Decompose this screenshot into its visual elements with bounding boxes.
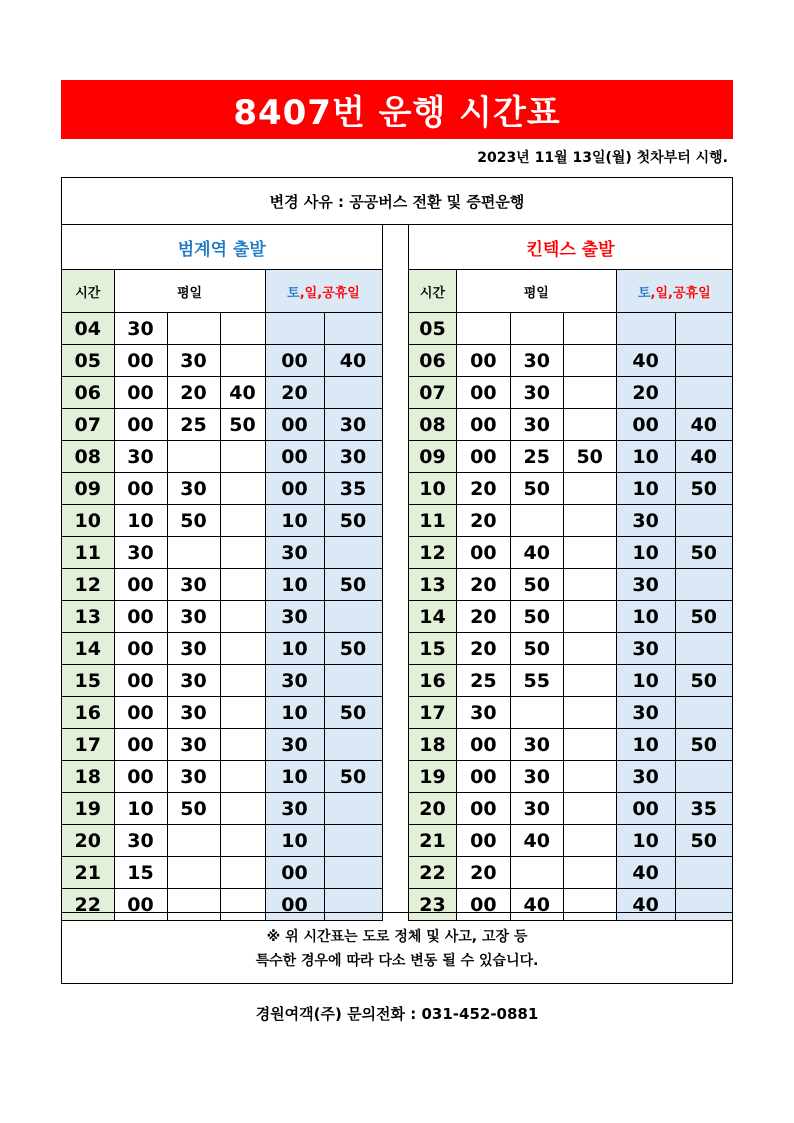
weekend-minute-cell: 30 (616, 761, 675, 793)
weekend-minute-cell (675, 697, 732, 729)
weekend-minute-cell (675, 761, 732, 793)
weekend-minute-cell: 00 (265, 889, 324, 921)
hour-cell: 22 (62, 889, 114, 921)
weekday-minute-cell: 20 (456, 569, 510, 601)
timetable-row (409, 665, 733, 697)
hour-cell: 05 (62, 345, 114, 377)
weekday-minute-cell (563, 505, 616, 537)
hour-cell: 11 (62, 537, 114, 569)
weekday-minute-cell: 20 (456, 505, 510, 537)
weekday-minute-cell: 00 (114, 569, 167, 601)
weekday-minute-cell: 20 (456, 601, 510, 633)
weekday-minute-cell: 00 (456, 441, 510, 473)
timetable-row (62, 729, 382, 761)
weekend-minute-cell: 30 (265, 793, 324, 825)
hour-cell: 20 (62, 825, 114, 857)
weekday-minute-cell: 00 (456, 761, 510, 793)
timetable-row (62, 857, 382, 889)
weekday-minute-cell (167, 313, 220, 345)
timetable-row (62, 537, 382, 569)
hour-cell: 12 (409, 537, 457, 569)
timetable-row (62, 697, 382, 729)
weekday-minute-cell (220, 441, 265, 473)
weekday-minute-cell: 30 (167, 473, 220, 505)
weekend-minute-cell (324, 377, 382, 409)
weekend-minute-cell (324, 729, 382, 761)
weekend-minute-cell: 10 (616, 825, 675, 857)
weekday-minute-cell: 00 (114, 601, 167, 633)
weekday-minute-cell (456, 313, 510, 345)
timetable-row (62, 665, 382, 697)
hour-column-header: 시간 (409, 270, 457, 313)
weekday-minute-cell: 00 (456, 345, 510, 377)
weekend-minute-cell: 10 (616, 441, 675, 473)
hour-cell: 20 (409, 793, 457, 825)
weekday-minute-cell: 30 (456, 697, 510, 729)
hour-cell: 15 (62, 665, 114, 697)
section-title-kintex: 킨텍스 출발 (409, 225, 733, 270)
weekend-label-sat: 토 (287, 285, 300, 301)
weekend-minute-cell (675, 377, 732, 409)
timetable-row (62, 473, 382, 505)
weekday-minute-cell: 30 (114, 441, 167, 473)
weekend-label-holiday: 공휴일 (672, 285, 711, 301)
hour-cell: 18 (62, 761, 114, 793)
weekday-minute-cell (220, 601, 265, 633)
hour-cell: 10 (409, 473, 457, 505)
weekend-minute-cell (675, 505, 732, 537)
timetable-row (62, 793, 382, 825)
weekend-minute-cell (675, 313, 732, 345)
hour-cell: 19 (409, 761, 457, 793)
weekend-minute-cell (675, 569, 732, 601)
timetable-row (62, 633, 382, 665)
weekday-minute-cell (167, 825, 220, 857)
weekend-minute-cell: 35 (675, 793, 732, 825)
hour-cell: 13 (62, 601, 114, 633)
weekend-minute-cell: 10 (616, 729, 675, 761)
weekday-minute-cell (220, 761, 265, 793)
weekend-minute-cell: 30 (616, 697, 675, 729)
weekday-minute-cell (563, 409, 616, 441)
timetable-row (409, 729, 733, 761)
weekday-minute-cell: 40 (510, 889, 563, 921)
hour-cell: 07 (62, 409, 114, 441)
weekday-minute-cell: 00 (114, 473, 167, 505)
hour-column-header: 시간 (62, 270, 114, 313)
hour-cell: 17 (409, 697, 457, 729)
timetable-row (62, 377, 382, 409)
hour-cell: 04 (62, 313, 114, 345)
timetable-beomgye (62, 225, 383, 921)
weekend-minute-cell: 50 (675, 729, 732, 761)
weekend-minute-cell: 30 (265, 601, 324, 633)
weekday-minute-cell (563, 345, 616, 377)
weekday-minute-cell (220, 345, 265, 377)
page-title: 8407번 운행 시간표 (61, 80, 733, 139)
weekday-column-header: 평일 (114, 270, 265, 313)
notice-line-2: 특수한 경우에 따라 다소 변동 될 수 있습니다. (255, 953, 539, 969)
weekday-minute-cell (220, 537, 265, 569)
hour-cell: 07 (409, 377, 457, 409)
timetable-row (62, 825, 382, 857)
weekday-minute-cell (510, 505, 563, 537)
weekend-minute-cell (324, 857, 382, 889)
weekend-minute-cell: 10 (265, 505, 324, 537)
weekend-column-header (265, 270, 382, 313)
weekday-minute-cell: 00 (114, 665, 167, 697)
weekday-minute-cell: 00 (114, 345, 167, 377)
weekend-label-sat: 토 (637, 285, 651, 301)
hour-cell: 08 (409, 409, 457, 441)
weekend-minute-cell: 10 (265, 761, 324, 793)
weekend-minute-cell: 50 (324, 697, 382, 729)
weekend-minute-cell: 50 (324, 633, 382, 665)
weekday-minute-cell (167, 857, 220, 889)
weekday-minute-cell: 00 (114, 697, 167, 729)
weekend-minute-cell (324, 665, 382, 697)
weekday-minute-cell: 30 (167, 665, 220, 697)
weekday-minute-cell (220, 505, 265, 537)
weekday-minute-cell: 00 (114, 761, 167, 793)
weekend-minute-cell: 10 (616, 665, 675, 697)
weekday-minute-cell: 30 (510, 345, 563, 377)
weekend-minute-cell: 50 (675, 825, 732, 857)
timetable-row (62, 601, 382, 633)
weekend-minute-cell: 00 (616, 793, 675, 825)
hour-cell: 08 (62, 441, 114, 473)
weekday-minute-cell (563, 857, 616, 889)
weekday-minute-cell: 30 (510, 761, 563, 793)
timetable-row (409, 345, 733, 377)
weekend-minute-cell (675, 857, 732, 889)
weekday-minute-cell: 00 (114, 729, 167, 761)
weekend-minute-cell: 20 (616, 377, 675, 409)
weekday-minute-cell: 40 (220, 377, 265, 409)
timetable-row (409, 409, 733, 441)
weekday-minute-cell: 55 (510, 665, 563, 697)
timetable-row (62, 313, 382, 345)
weekday-minute-cell: 00 (456, 793, 510, 825)
weekday-minute-cell: 00 (456, 889, 510, 921)
weekday-minute-cell: 00 (456, 377, 510, 409)
weekday-minute-cell: 00 (456, 409, 510, 441)
weekend-minute-cell: 10 (265, 825, 324, 857)
weekday-minute-cell: 00 (114, 409, 167, 441)
weekday-minute-cell: 00 (456, 537, 510, 569)
weekday-minute-cell: 25 (167, 409, 220, 441)
section-title-beomgye: 범계역 출발 (62, 225, 382, 270)
weekday-minute-cell (563, 697, 616, 729)
weekday-minute-cell: 30 (167, 601, 220, 633)
weekend-minute-cell: 00 (265, 473, 324, 505)
weekday-minute-cell (563, 313, 616, 345)
weekend-minute-cell: 00 (265, 345, 324, 377)
weekday-minute-cell: 30 (167, 345, 220, 377)
hour-cell: 11 (409, 505, 457, 537)
hour-cell: 16 (409, 665, 457, 697)
timetable-row (409, 377, 733, 409)
hour-cell: 13 (409, 569, 457, 601)
weekday-minute-cell (510, 313, 563, 345)
weekday-minute-cell (220, 569, 265, 601)
weekday-minute-cell: 15 (114, 857, 167, 889)
weekday-minute-cell: 30 (510, 409, 563, 441)
weekend-minute-cell: 40 (616, 345, 675, 377)
weekday-minute-cell (563, 633, 616, 665)
hour-cell: 06 (409, 345, 457, 377)
weekend-minute-cell: 40 (616, 857, 675, 889)
weekend-minute-cell: 30 (324, 409, 382, 441)
weekday-minute-cell: 50 (167, 505, 220, 537)
weekday-minute-cell: 25 (510, 441, 563, 473)
weekend-label-sun: 일 (304, 285, 318, 301)
hour-cell: 09 (409, 441, 457, 473)
weekday-minute-cell: 25 (456, 665, 510, 697)
hour-cell: 06 (62, 377, 114, 409)
weekend-minute-cell: 30 (265, 665, 324, 697)
weekday-minute-cell (563, 601, 616, 633)
weekday-minute-cell (563, 665, 616, 697)
weekend-minute-cell (324, 537, 382, 569)
hour-cell: 09 (62, 473, 114, 505)
timetable-row (409, 473, 733, 505)
hour-cell: 15 (409, 633, 457, 665)
weekday-minute-cell: 30 (510, 377, 563, 409)
weekend-label-sun: 일 (655, 285, 669, 301)
timetable-row (409, 505, 733, 537)
timetable-row (409, 441, 733, 473)
timetable-kintex (408, 225, 732, 921)
weekday-minute-cell (563, 825, 616, 857)
weekend-minute-cell: 40 (324, 345, 382, 377)
weekday-minute-cell: 40 (510, 825, 563, 857)
weekday-minute-cell (563, 761, 616, 793)
timetable-row (409, 601, 733, 633)
weekday-minute-cell: 00 (456, 729, 510, 761)
weekend-minute-cell (324, 793, 382, 825)
weekend-label-comma: , (299, 285, 305, 301)
timetable-row (62, 409, 382, 441)
weekend-minute-cell: 30 (616, 505, 675, 537)
weekend-label-comma: , (650, 285, 656, 301)
timetable-row (62, 761, 382, 793)
hour-cell: 17 (62, 729, 114, 761)
weekday-column-header: 평일 (456, 270, 616, 313)
hour-cell: 10 (62, 505, 114, 537)
weekend-minute-cell (265, 313, 324, 345)
weekday-minute-cell (563, 377, 616, 409)
weekday-minute-cell: 00 (114, 889, 167, 921)
weekday-minute-cell (510, 857, 563, 889)
weekend-minute-cell: 50 (675, 537, 732, 569)
timetable-row (409, 857, 733, 889)
weekday-minute-cell (167, 441, 220, 473)
weekday-minute-cell (220, 633, 265, 665)
weekend-minute-cell: 30 (324, 441, 382, 473)
weekday-minute-cell: 30 (167, 697, 220, 729)
weekday-minute-cell: 30 (510, 729, 563, 761)
weekend-minute-cell: 00 (616, 409, 675, 441)
timetable-row (409, 537, 733, 569)
weekday-minute-cell: 30 (167, 569, 220, 601)
weekday-minute-cell: 20 (167, 377, 220, 409)
weekday-minute-cell: 10 (114, 505, 167, 537)
weekend-minute-cell: 10 (616, 601, 675, 633)
weekend-label-comma: , (668, 285, 673, 301)
weekday-minute-cell: 30 (167, 761, 220, 793)
weekday-minute-cell (220, 665, 265, 697)
hour-cell: 14 (62, 633, 114, 665)
weekend-minute-cell: 40 (675, 441, 732, 473)
weekend-minute-cell: 30 (265, 729, 324, 761)
weekend-minute-cell: 10 (265, 569, 324, 601)
weekday-minute-cell: 50 (167, 793, 220, 825)
timetable-row (409, 697, 733, 729)
weekend-minute-cell (324, 313, 382, 345)
weekday-minute-cell: 20 (456, 857, 510, 889)
weekend-minute-cell (675, 345, 732, 377)
weekday-minute-cell: 50 (563, 441, 616, 473)
timetable-row (62, 505, 382, 537)
weekend-minute-cell: 30 (265, 537, 324, 569)
weekday-minute-cell (220, 697, 265, 729)
hour-cell: 19 (62, 793, 114, 825)
weekend-minute-cell: 00 (265, 857, 324, 889)
weekday-minute-cell: 30 (167, 729, 220, 761)
hour-cell: 21 (62, 857, 114, 889)
weekend-minute-cell: 00 (265, 409, 324, 441)
weekday-minute-cell (220, 729, 265, 761)
weekend-label-holiday: 공휴일 (322, 285, 360, 301)
weekend-minute-cell: 50 (675, 473, 732, 505)
weekday-minute-cell (563, 729, 616, 761)
weekday-minute-cell (220, 313, 265, 345)
notice-line-1: ※ 위 시간표는 도로 정체 및 사고, 고장 등 (266, 929, 528, 945)
hour-cell: 21 (409, 825, 457, 857)
weekday-minute-cell (510, 697, 563, 729)
change-reason: 변경 사유 : 공공버스 전환 및 증편운행 (62, 178, 732, 225)
weekday-minute-cell: 00 (114, 377, 167, 409)
notice (62, 912, 732, 985)
weekday-minute-cell: 30 (114, 313, 167, 345)
weekday-minute-cell: 20 (456, 473, 510, 505)
weekend-minute-cell (616, 313, 675, 345)
timetable-row (409, 761, 733, 793)
weekend-minute-cell: 50 (324, 761, 382, 793)
weekday-minute-cell (220, 857, 265, 889)
weekend-minute-cell: 20 (265, 377, 324, 409)
timetable-row (409, 313, 733, 345)
weekend-column-header (616, 270, 732, 313)
weekday-minute-cell: 50 (220, 409, 265, 441)
weekday-minute-cell: 50 (510, 569, 563, 601)
weekend-minute-cell: 10 (616, 537, 675, 569)
timetable-row (409, 793, 733, 825)
weekend-minute-cell: 40 (616, 889, 675, 921)
hour-cell: 23 (409, 889, 457, 921)
hour-cell: 18 (409, 729, 457, 761)
weekend-minute-cell (324, 825, 382, 857)
weekday-minute-cell: 50 (510, 473, 563, 505)
weekend-minute-cell: 50 (324, 569, 382, 601)
timetable-row (409, 633, 733, 665)
weekday-minute-cell: 30 (510, 793, 563, 825)
weekday-minute-cell: 10 (114, 793, 167, 825)
weekday-minute-cell (220, 793, 265, 825)
weekend-minute-cell: 50 (324, 505, 382, 537)
weekend-minute-cell: 50 (675, 601, 732, 633)
weekday-minute-cell: 20 (456, 633, 510, 665)
hour-cell: 05 (409, 313, 457, 345)
timetable-frame (61, 177, 733, 984)
weekday-minute-cell (220, 473, 265, 505)
weekend-label-comma: , (317, 285, 323, 301)
weekday-minute-cell (563, 569, 616, 601)
timetable-row (62, 345, 382, 377)
weekday-minute-cell: 30 (167, 633, 220, 665)
weekday-minute-cell (563, 473, 616, 505)
effective-date-note: 2023년 11월 13일(월) 첫차부터 시행. (477, 150, 728, 166)
contact-info: 경원여객(주) 문의전화 : 031-452-0881 (255, 1005, 539, 1023)
timetable-row (62, 569, 382, 601)
weekend-minute-cell: 10 (265, 633, 324, 665)
weekend-minute-cell: 10 (265, 697, 324, 729)
weekend-minute-cell (324, 601, 382, 633)
weekend-minute-cell (675, 633, 732, 665)
weekday-minute-cell (563, 537, 616, 569)
weekday-minute-cell: 50 (510, 633, 563, 665)
weekend-minute-cell: 35 (324, 473, 382, 505)
weekday-minute-cell: 40 (510, 537, 563, 569)
timetable-row (62, 441, 382, 473)
weekday-minute-cell (167, 537, 220, 569)
hour-cell: 22 (409, 857, 457, 889)
weekday-minute-cell (563, 793, 616, 825)
timetable-row (409, 825, 733, 857)
weekend-minute-cell: 30 (616, 633, 675, 665)
hour-cell: 12 (62, 569, 114, 601)
weekday-minute-cell: 50 (510, 601, 563, 633)
weekday-minute-cell: 00 (456, 825, 510, 857)
hour-cell: 16 (62, 697, 114, 729)
weekend-minute-cell: 10 (616, 473, 675, 505)
weekend-minute-cell: 30 (616, 569, 675, 601)
hour-cell: 14 (409, 601, 457, 633)
weekday-minute-cell (220, 825, 265, 857)
weekday-minute-cell: 30 (114, 825, 167, 857)
weekend-minute-cell: 50 (675, 665, 732, 697)
timetable-row (409, 569, 733, 601)
weekday-minute-cell: 00 (114, 633, 167, 665)
weekend-minute-cell: 40 (675, 409, 732, 441)
weekend-minute-cell: 00 (265, 441, 324, 473)
weekday-minute-cell: 30 (114, 537, 167, 569)
